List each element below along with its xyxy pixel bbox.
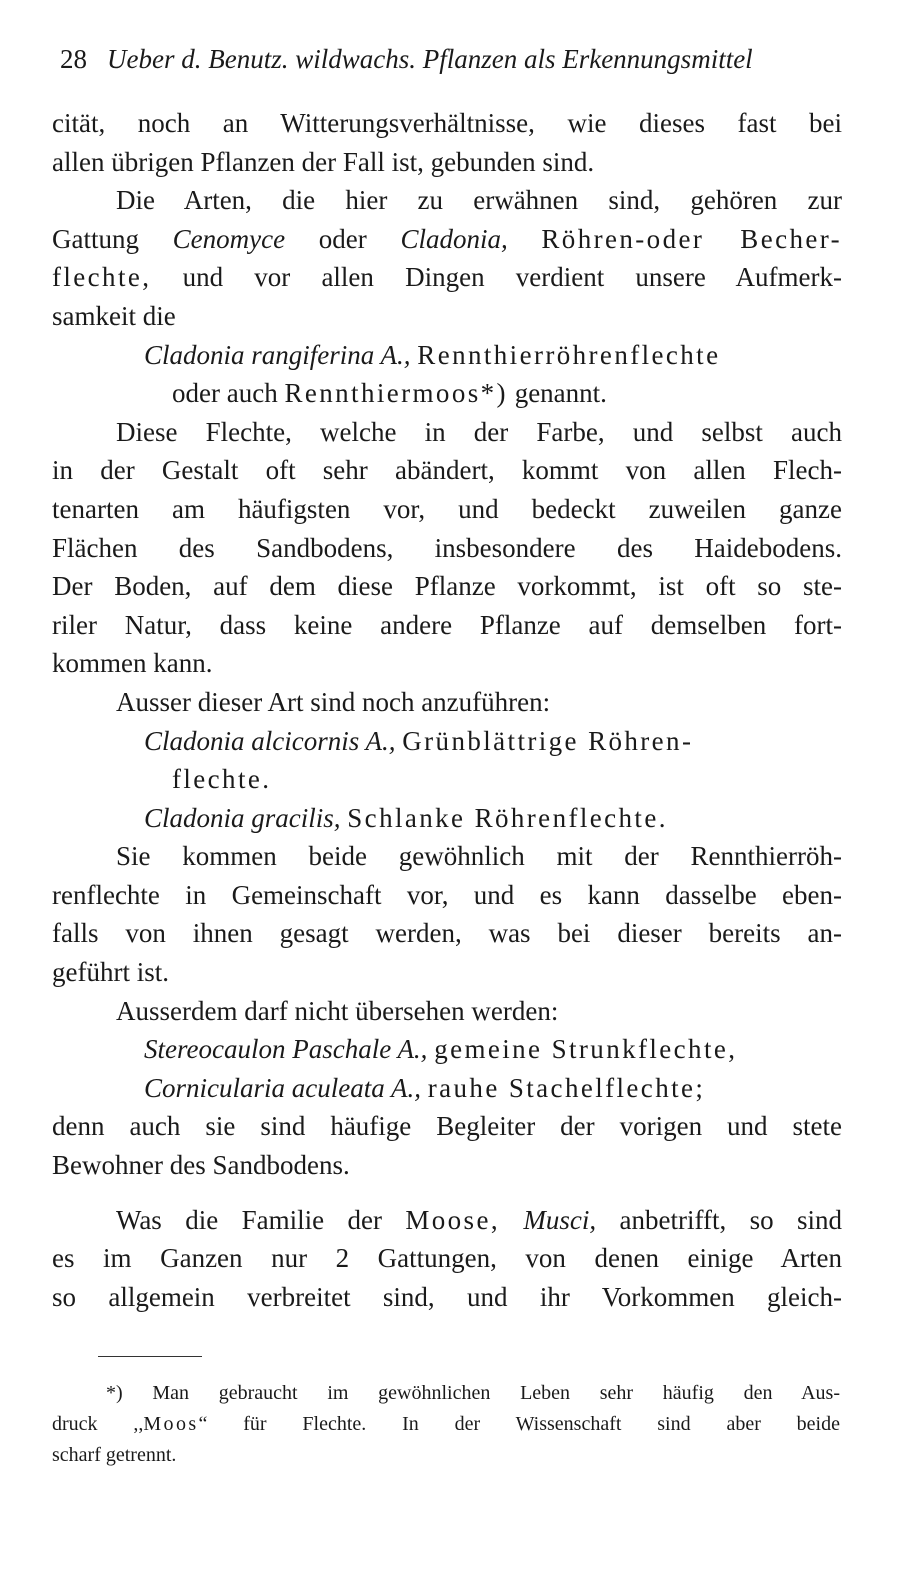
text-line: geführt ist.: [52, 957, 169, 988]
text-line: in der Gestalt oft sehr abändert, kommt von allen Flech-: [52, 455, 842, 486]
species-entry: [52, 722, 842, 761]
text-line: kommen kann.: [52, 648, 213, 679]
taxon-name: Cenomyce: [172, 223, 286, 254]
species-entry: [52, 336, 842, 375]
text-line: Ausserdem darf nicht übersehen werden:: [116, 995, 559, 1026]
taxon-name: Stereocaulon Paschale A.,: [144, 1034, 428, 1065]
spaced-common-name: flechte,: [52, 262, 152, 293]
paragraph-gap: [52, 1185, 842, 1201]
footnote-line: scharf getrennt.: [52, 1444, 177, 1466]
running-header: [60, 44, 850, 75]
spaced-common-name: Moose,: [405, 1204, 500, 1235]
text-line: es im Ganzen nur 2 Gattungen, von denen einige Arten: [52, 1243, 842, 1274]
spaced-common-name: Moos: [143, 1413, 199, 1435]
taxon-name: Cladonia,: [400, 223, 508, 254]
text-line: so allgemein verbreitet sind, und ihr Vorkommen gleich-: [52, 1281, 842, 1312]
taxon-name: Musci,: [523, 1204, 597, 1235]
species-entry-continued: oder auch Rennthiermoos*) genannt.: [172, 378, 607, 409]
spaced-common-name: rauhe Stachelflechte;: [427, 1072, 706, 1103]
species-entry: [52, 1030, 842, 1069]
footnote-line: druck ,,Moos“ für Flechte. In der Wissenschaft sind aber beide: [52, 1413, 840, 1435]
page-number: 28: [60, 44, 87, 74]
text-line: Flächen des Sandbodens, insbesondere des Haidebodens.: [52, 532, 842, 563]
main-text: [52, 104, 842, 1316]
species-entry: [52, 1069, 842, 1108]
running-title: Ueber d. Benutz. wildwachs. Pflanzen als Erkennungsmittel: [107, 44, 753, 74]
taxon-name: Cornicularia aculeata A.,: [144, 1072, 421, 1103]
text-line: renflechte in Gemeinschaft vor, und es kann dasselbe eben-: [52, 879, 842, 910]
text-line: Sie kommen beide gewöhnlich mit der Rennthierröh-: [116, 841, 842, 872]
footnote-line: *) Man gebraucht im gewöhnlichen Leben sehr häufig den Aus-: [106, 1382, 840, 1404]
footnote-separator: [98, 1356, 202, 1357]
taxon-name: Cladonia rangiferina A.,: [144, 339, 411, 370]
text-line: Bewohner des Sandbodens.: [52, 1150, 350, 1181]
text-line: samkeit die: [52, 300, 176, 331]
text-line: Diese Flechte, welche in der Farbe, und selbst auch: [116, 416, 842, 447]
text-line: tenarten am häufigsten vor, und bedeckt zuweilen ganze: [52, 493, 842, 524]
text-line: falls von ihnen gesagt werden, was bei dieser bereits an-: [52, 918, 842, 949]
spaced-common-name: flechte.: [172, 764, 272, 795]
text-line: Was die Familie der Moose, Musci, anbetrifft, so sind: [116, 1204, 843, 1235]
text-line: allen übrigen Pflanzen der Fall ist, gebunden sind.: [52, 146, 595, 177]
taxon-name: Cladonia alcicornis A.,: [144, 725, 396, 756]
spaced-common-name: Rennthiermoos*): [284, 378, 508, 409]
text-line: Die Arten, die hier zu erwähnen sind, gehören zur: [116, 185, 842, 216]
text-line: cität, noch an Witterungsverhältnisse, wie dieses fast bei: [52, 108, 842, 138]
spaced-common-name: Röhren-oder Becher-: [541, 223, 843, 254]
text-line: Der Boden, auf dem diese Pflanze vorkommt, ist oft so ste-: [52, 571, 842, 602]
taxon-name: Cladonia gracilis,: [144, 802, 341, 833]
spaced-common-name: gemeine Strunkflechte,: [434, 1034, 738, 1065]
species-entry: [52, 799, 842, 838]
footnote-marker: *): [106, 1382, 123, 1404]
text-line: Gattung Cenomyce oder Cladonia, Röhren-oder Becher-: [52, 223, 843, 254]
text-line: denn auch sie sind häufige Begleiter der vorigen und stete: [52, 1111, 842, 1142]
spaced-common-name: Rennthierröhrenflechte: [417, 339, 721, 370]
text-line: riler Natur, dass keine andere Pflanze auf demselben fort-: [52, 609, 842, 640]
spaced-common-name: Grünblättrige Röhren-: [402, 725, 694, 756]
footnote: [52, 1378, 840, 1471]
text-line: Ausser dieser Art sind noch anzuführen:: [116, 686, 551, 717]
text-line: flechte, und vor allen Dingen verdient unsere Aufmerk-: [52, 262, 843, 293]
species-entry-continued: [52, 760, 842, 799]
spaced-common-name: Schlanke Röhrenflechte.: [347, 802, 668, 833]
